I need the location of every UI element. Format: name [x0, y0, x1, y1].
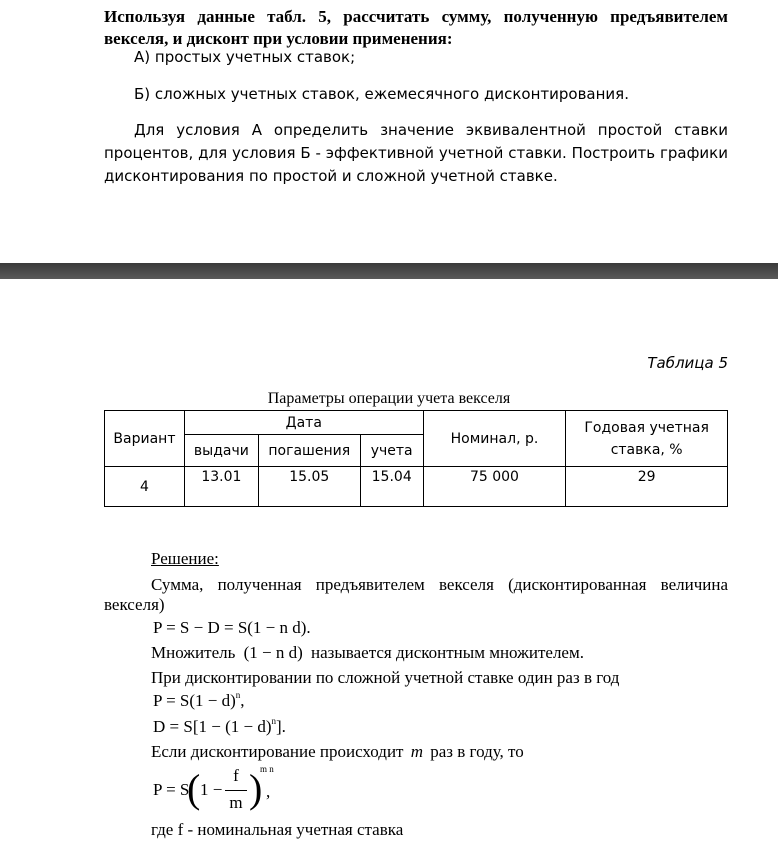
formula2-tail: ,	[240, 691, 245, 710]
header-issue: выдачи	[184, 435, 258, 467]
formula4-tail: ,	[266, 782, 271, 801]
multiplier-expr: (1 − n d)	[243, 643, 303, 662]
cell-nominal: 75 000	[423, 467, 566, 507]
task-paragraph: Для условия А определить значение эквивалентной простой ставки процентов, для условия Б - эффективной учетной ставки. Построить графики дисконтирования по простой и сложной учетной ставке.	[104, 121, 728, 185]
formula3-a: D = S[1 − (1 − d)	[153, 717, 272, 736]
table-caption: Параметры операции учета векселя	[267, 390, 511, 407]
m-prefix: Если дисконтирование происходит	[151, 742, 404, 761]
header-date: Дата	[184, 411, 423, 435]
header-discount-date: учета	[360, 435, 423, 467]
multiplier-suffix: называется дисконтным множителем.	[311, 643, 584, 662]
formula4-numerator: f	[233, 766, 239, 785]
fraction-bar	[225, 790, 247, 791]
table-row	[105, 467, 728, 507]
cell-issue: 13.01	[184, 467, 258, 507]
formula-compound-d	[153, 717, 286, 737]
formula2-exp: n	[235, 690, 241, 700]
formula4-denominator: m	[229, 793, 243, 812]
formula3-exp: n	[271, 716, 276, 726]
solution-heading: Решение:	[151, 549, 219, 568]
m-line	[151, 742, 524, 762]
parameters-table	[104, 410, 728, 507]
multiplier-prefix: Множитель	[151, 643, 236, 662]
cell-discount-date: 15.04	[360, 467, 423, 507]
header-variant: Вариант	[105, 411, 185, 467]
cell-rate: 29	[566, 467, 728, 507]
formula4-paren-right: )	[249, 766, 263, 811]
formula3-b: ].	[275, 717, 286, 736]
formula4-lhs: P = S	[153, 780, 190, 799]
formula2-base: P = S(1 − d)	[153, 691, 236, 710]
header-nominal: Номинал, р.	[423, 411, 566, 467]
table-label: Таблица 5	[647, 354, 728, 372]
cell-maturity: 15.05	[258, 467, 360, 507]
formula-compound-p	[153, 691, 245, 711]
multiplier-line	[151, 643, 584, 663]
task-option-a: А) простых учетных ставок;	[134, 48, 356, 66]
formula4-exponent: m n	[260, 764, 274, 774]
header-rate: Годовая учетная ставка, %	[566, 411, 728, 467]
solution-line1: Сумма, полученная предъявителем векселя (дисконтированная величина векселя)	[104, 575, 728, 614]
task-intro: Используя данные табл. 5, рассчитать сумму, полученную предъявителем векселя, и дисконт при условии применения:	[104, 7, 728, 48]
cell-variant: 4	[105, 467, 185, 507]
m-variable: m	[410, 742, 423, 761]
formula-simple: P = S − D = S(1 − n d).	[153, 618, 311, 637]
formula4-one: 1 −	[200, 780, 223, 799]
header-maturity: погашения	[258, 435, 360, 467]
formula-monthly	[153, 766, 313, 818]
page-divider	[0, 263, 778, 279]
task-option-b: Б) сложных учетных ставок, ежемесячного дисконтирования.	[134, 85, 629, 103]
m-suffix: раз в году, то	[430, 742, 524, 761]
formula4-paren-left: (	[187, 766, 201, 811]
f-definition: где f - номинальная учетная ставка	[151, 820, 404, 839]
compound-text: При дисконтировании по сложной учетной ставке один раз в год	[151, 668, 620, 687]
